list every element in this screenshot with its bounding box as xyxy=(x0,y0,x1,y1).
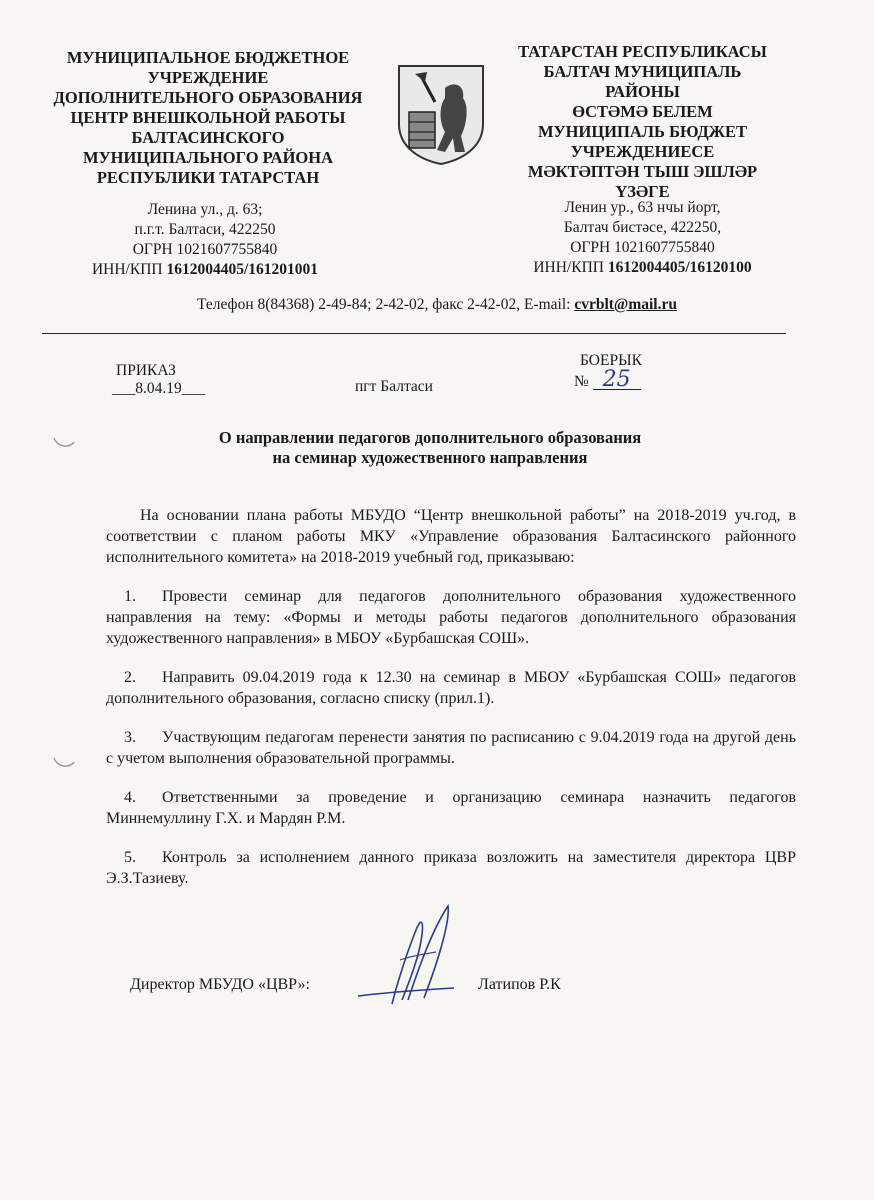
inn-value: 1612004405/161201001 xyxy=(166,261,319,278)
order-item xyxy=(106,847,796,889)
item-number: 5. xyxy=(124,849,136,866)
order-number-line xyxy=(574,367,642,392)
header-right-line: ӨСТӘМӘ БЕЛЕМ xyxy=(572,102,713,121)
address-line: Балтач бистәсе, 422250, xyxy=(563,219,722,236)
header-left-line: ДОПОЛНИТЕЛЬНОГО ОБРАЗОВАНИЯ xyxy=(53,88,363,107)
item-number: 2. xyxy=(124,669,136,686)
header-left-address xyxy=(60,200,350,280)
order-item xyxy=(106,787,796,829)
header-left-line: МУНИЦИПАЛЬНОГО РАЙОНА xyxy=(83,148,333,167)
contact-text: Телефон 8(84368) 2-49-84; 2-42-02, факс 2-42-02, E-mail: xyxy=(197,296,575,313)
item-text: Участвующим педагогам перенести занятия по расписанию с 9.04.2019 года на другой день с учетом выполнения образовательной программы. xyxy=(106,729,796,767)
header-left-line: МУНИЦИПАЛЬНОЕ БЮДЖЕТНОЕ xyxy=(66,48,350,67)
intro-paragraph: На основании плана работы МБУДО “Центр внешкольной работы” на 2018-2019 уч.год, в соответствии с планом работы МКУ «Управление образования Балтасинского районного исполнительного комитета» на 2018-2019 учебный год, приказываю: xyxy=(106,507,796,566)
subject-line: О направлении педагогов дополнительного образования xyxy=(218,428,642,447)
item-text: Контроль за исполнением данного приказа возложить на заместителя директора ЦВР Э.З.Тазиеву. xyxy=(106,849,796,887)
inn-kpp-line xyxy=(500,258,785,278)
order-place: пгт Балтаси xyxy=(355,378,433,395)
address-line: ОГРН 1021607755840 xyxy=(132,241,278,258)
item-number: 1. xyxy=(124,588,136,605)
header-left-line: БАЛТАСИНСКОГО xyxy=(131,128,285,147)
order-item xyxy=(106,586,796,649)
header-right-address xyxy=(500,198,785,278)
binder-hole-mark xyxy=(52,756,76,770)
item-text: Провести семинар для педагогов дополнительного образования художественного направления на тему: «Формы и методы работы педагогов дополнительного образования художественного направления» в МБОУ «Бурбашская СОШ». xyxy=(106,588,796,647)
order-title: ПРИКАЗ xyxy=(116,362,176,379)
email-link[interactable]: cvrblt@mail.ru xyxy=(574,296,677,313)
signer-name: Латипов Р.К xyxy=(478,976,561,993)
handwritten-signature xyxy=(350,900,470,1010)
address-line: Ленина ул., д. 63; xyxy=(147,201,263,218)
order-subject xyxy=(120,428,740,468)
header-right-line: МӘКТӘПТӘН ТЫШ ЭШЛӘР xyxy=(527,162,758,181)
signer-title: Директор МБУДО «ЦВР»: xyxy=(130,976,310,993)
header-right-line: РАЙОНЫ xyxy=(605,82,680,101)
inn-label: ИНН/КПП xyxy=(533,259,608,276)
header-right-line: ҮЗӘГЕ xyxy=(615,182,670,201)
order-body xyxy=(106,505,796,907)
item-number: 3. xyxy=(124,729,136,746)
address-line: п.г.т. Балтаси, 422250 xyxy=(134,221,276,238)
header-right-line: БАЛТАЧ МУНИЦИПАЛЬ xyxy=(543,62,742,81)
order-number-block xyxy=(574,351,642,391)
subject-line: на семинар художественного направления xyxy=(272,448,588,467)
item-text: Ответственными за проведение и организацию семинара назначить педагогов Миннемуллину Г.Х. и Мардян Р.М. xyxy=(106,789,796,827)
header-right-line: МУНИЦИПАЛЬ БЮДЖЕТ xyxy=(537,122,748,141)
coat-of-arms-emblem xyxy=(395,62,487,166)
address-line: Ленин ур., 63 нчы йорт, xyxy=(564,199,721,216)
order-item xyxy=(106,667,796,709)
header-right-org-name xyxy=(505,42,780,202)
header-right-line: ТАТАРСТАН РЕСПУБЛИКАСЫ xyxy=(518,42,767,61)
header-left-line: УЧРЕЖДЕНИЕ xyxy=(147,68,269,87)
order-item xyxy=(106,727,796,769)
address-line: ОГРН 1021607755840 xyxy=(570,239,715,256)
inn-value: 1612004405/16120100 xyxy=(607,259,752,276)
contact-line xyxy=(0,296,874,314)
inn-kpp-line xyxy=(60,260,350,280)
header-left-line: ЦЕНТР ВНЕШКОЛЬНОЙ РАБОТЫ xyxy=(70,108,346,127)
order-date: ___8.04.19___ xyxy=(112,380,205,397)
item-number: 4. xyxy=(124,789,136,806)
number-label: № xyxy=(574,373,589,390)
item-text: Направить 09.04.2019 года к 12.30 на семинар в МБОУ «Бурбашская СОШ» педагогов дополнительного образования, согласно списку (прил.1). xyxy=(106,669,796,707)
header-left-org-name xyxy=(38,48,378,188)
inn-label: ИНН/КПП xyxy=(91,261,167,278)
header-divider xyxy=(42,333,786,334)
order-number: 25 xyxy=(593,370,641,390)
header-left-line: РЕСПУБЛИКИ ТАТАРСТАН xyxy=(96,168,320,187)
binder-hole-mark xyxy=(52,436,76,450)
header-right-line: УЧРЕЖДЕНИЕСЕ xyxy=(570,142,715,161)
order-title-block xyxy=(112,362,205,398)
order-title-tatar: БОЕРЫК xyxy=(580,352,642,369)
